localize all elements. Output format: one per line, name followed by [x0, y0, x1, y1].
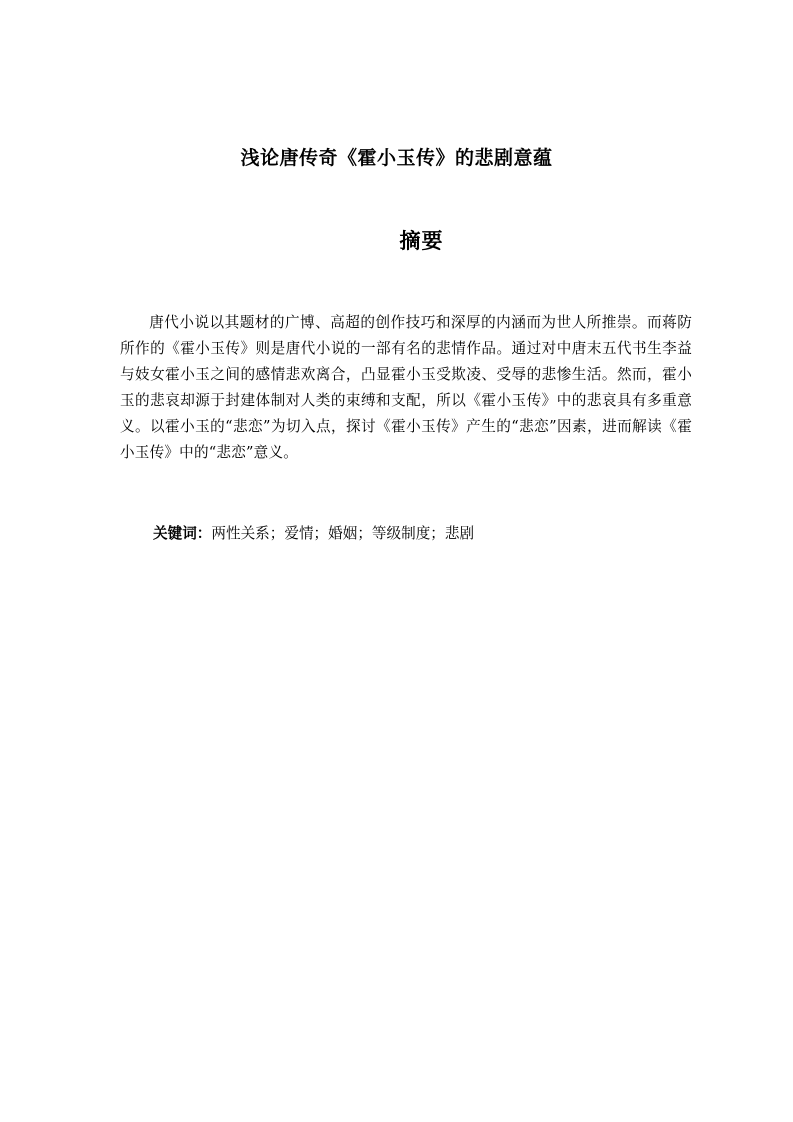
paper-title: 浅论唐传奇《霍小玉传》的悲剧意蕴: [240, 147, 553, 169]
keywords-list: 两性关系；爱情；婚姻；等级制度；悲剧: [211, 525, 475, 542]
keywords-label: 关键词：: [153, 525, 212, 542]
keywords-line: [153, 521, 713, 547]
abstract-heading: 摘要: [399, 229, 444, 253]
abstract-paragraph: 唐代小说以其题材的广博、高超的创作技巧和深厚的内涵而为世人所推崇。而蒋防所作的《霍小玉传》则是唐代小说的一部有名的悲情作品。通过对中唐末五代书生李益与妓女霍小玉之间的感情悲欢离合，凸显霍小玉受欺凌、受辱的悲惨生活。然而，霍小玉的悲哀却源于封建体制对人类的束缚和支配，所以《霍小玉传》中的悲哀具有多重意义。以霍小玉的“悲恋”为切入点，探讨《霍小玉传》产生的“悲恋”因素，进而解读《霍小玉传》中的“悲恋”意义。: [120, 314, 692, 461]
